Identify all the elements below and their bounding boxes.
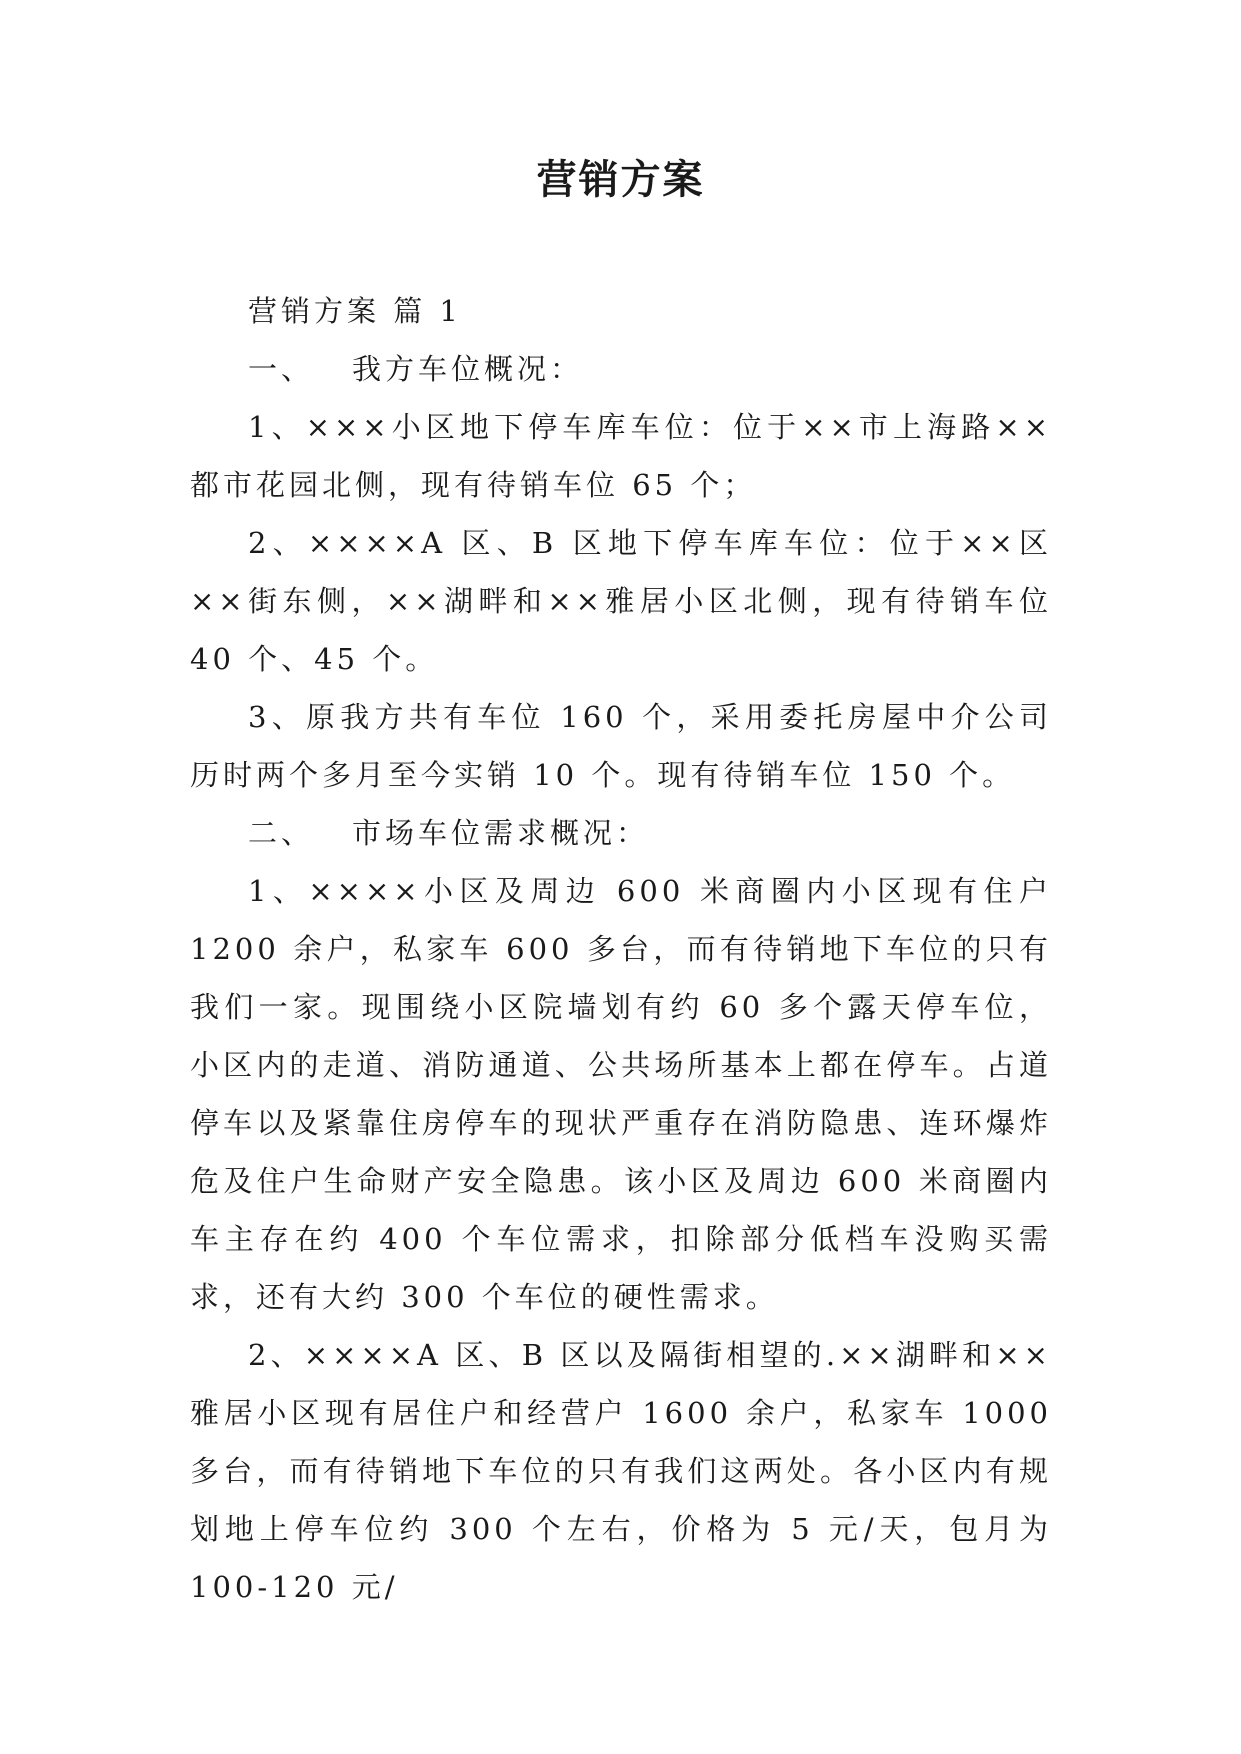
section-heading-1 [190,340,1052,398]
paragraph: 2、××××A 区、B 区以及隔街相望的.××湖畔和××雅居小区现有居住户和经营户 1600 余户，私家车 1000 多台，而有待销地下车位的只有我们这两处。各小区内有规划地上停车位约 300 个左右，价格为 5 元/天，包月为 100-120 元/ [190,1338,1052,1604]
paragraph: 1、××××小区及周边 600 米商圈内小区现有住户 1200 余户，私家车 600 多台，而有待销地下车位的只有我们一家。现围绕小区院墙划有约 60 多个露天停车位，小区内的走道、消防通道、公共场所基本上都在停车。占道停车以及紧靠住房停车的现状严重存在消防隐患、连环爆炸危及住户生命财产安全隐患。该小区及周边 600 米商圈内车主存在约 400 个车位需求，扣除部分低档车没购买需求，还有大约 300 个车位的硬性需求。 [190,874,1052,1314]
paragraph: 3、原我方共有车位 160 个，采用委托房屋中介公司历时两个多月至今实销 10 个。现有待销车位 150 个。 [190,700,1052,792]
subtitle: 营销方案 篇 1 [248,294,462,328]
section-heading-text: 我方车位概况： [352,352,584,386]
paragraph: 1、×××小区地下停车库车位：位于××市上海路××都市花园北侧，现有待销车位 65 个； [190,410,1052,502]
paragraph: 2、××××A 区、B 区地下停车库车位：位于××区××街东侧，××湖畔和××雅居小区北侧，现有待销车位 40 个、45 个。 [190,526,1052,676]
page-title: 营销方案 [536,157,705,203]
section-heading-2 [190,804,1052,862]
section-number: 一、 [248,352,315,386]
section-heading-text: 市场车位需求概况： [352,816,650,850]
document-body [190,282,1052,1616]
section-number: 二、 [248,816,315,850]
